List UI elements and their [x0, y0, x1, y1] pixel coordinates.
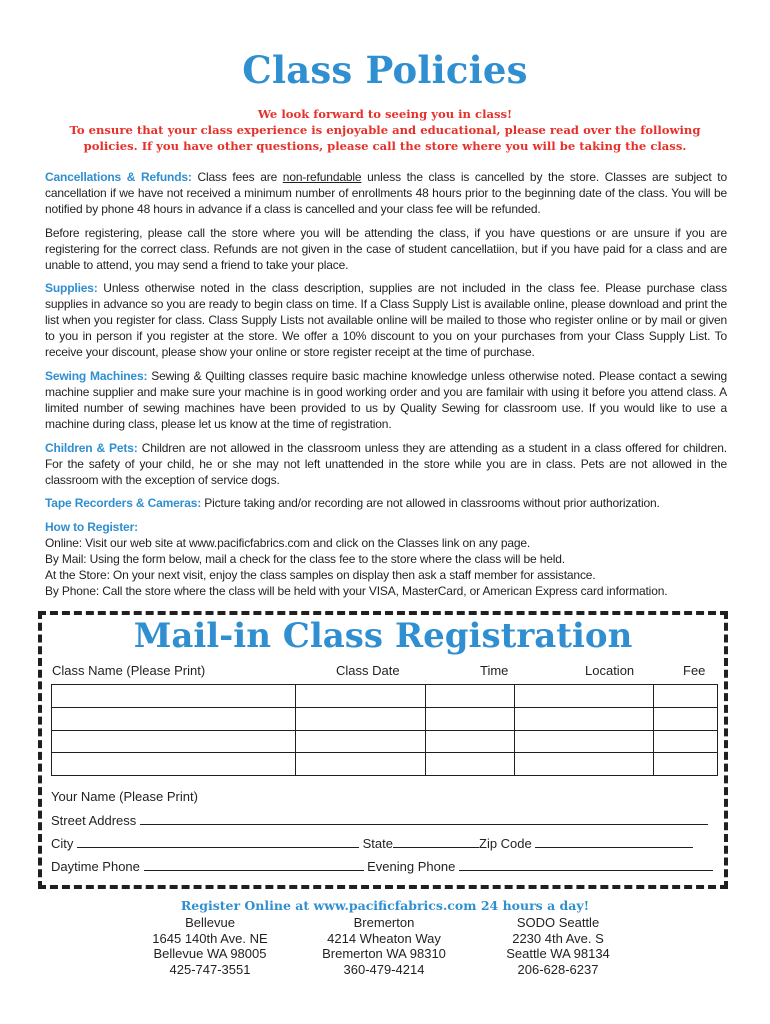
city-label: City	[51, 836, 74, 851]
non-refundable-text: non-refundable	[282, 170, 362, 184]
your-name-label: Your Name (Please Print)	[51, 789, 198, 804]
page-title: Class Policies	[242, 48, 528, 92]
store-phone: 206-628-6237	[517, 961, 599, 977]
store-phone: 360-479-4214	[343, 961, 425, 977]
store-name: Bremerton	[353, 915, 415, 930]
day-phone-label: Daytime Phone	[51, 859, 140, 874]
class-name-cell[interactable]	[52, 707, 296, 730]
class-date-cell[interactable]	[296, 707, 426, 730]
store-address: 4214 Wheaton Way	[327, 930, 441, 946]
zip-label: Zip Code	[479, 836, 532, 851]
state-label: State	[362, 836, 393, 851]
table-row	[52, 753, 718, 776]
store-phone: 425-747-3551	[169, 961, 251, 977]
class-name-cell[interactable]	[52, 685, 296, 708]
store-city: Seattle WA 98134	[506, 946, 610, 961]
store-address: 2230 4th Ave. S	[512, 930, 604, 946]
location-cell[interactable]	[515, 753, 654, 776]
time-cell[interactable]	[426, 730, 515, 753]
store-name: Bellevue	[185, 915, 235, 930]
fee-cell[interactable]	[654, 707, 718, 730]
sewing-machines-section	[45, 368, 727, 432]
street-label: Street Address	[51, 813, 137, 828]
column-time: Time	[480, 663, 509, 678]
how-to-register-section	[45, 519, 727, 599]
street-input-line[interactable]	[140, 812, 708, 825]
how-to-phone: By Phone: Call the store where the class will be held with your VISA, MasterCard, or American Express card information.	[45, 584, 668, 598]
column-class-date: Class Date	[336, 663, 400, 678]
supplies-text: Unless otherwise noted in the class description, supplies are not included in the class fee. Please purchase class supplies in advance so you are ready to begin class on time. If a Class Supply List is available online, please download and print the list when you register for class. Class Supply Lists not available online will be mailed to those who register online or by mail or given to you in person if you register at the store. We offer a 10% discount to you on your purchases from your Class Supply List. To receive your discount, please show your online or store register receipt at the time of purchase.	[45, 281, 727, 359]
evening-phone-label: Evening Phone	[367, 859, 456, 874]
intro-line-2: To ensure that your class experience is enjoyable and educational, please read over the following	[69, 123, 701, 137]
time-cell[interactable]	[426, 685, 515, 708]
tape-text: Picture taking and/or recording are not allowed in classrooms without prior authorization.	[201, 496, 660, 510]
children-text: Children are not allowed in the classroom unless they are attending as a student in a class offered for children. For the safety of your child, he or she may not left unattended in the store while you are in class. Pets are not allowed in the classroom with the exception of service dogs.	[45, 441, 727, 487]
class-date-cell[interactable]	[296, 730, 426, 753]
evening-phone-input-line[interactable]	[459, 858, 713, 871]
cancellations-text-b: unless the class is cancelled by the store. Classes are subject to cancellation if we have not received a minimum number of enrollments 48 hours prior to the beginning date of the class. You will be notified by phone 48 hours in advance if a class is cancelled and your class fee will be refunded.	[45, 170, 727, 216]
intro-text	[50, 106, 720, 154]
supplies-heading: Supplies:	[45, 281, 98, 295]
zip-input-line[interactable]	[535, 835, 693, 848]
how-to-heading: How to Register:	[45, 520, 138, 534]
fee-cell[interactable]	[654, 753, 718, 776]
store-name: SODO Seattle	[516, 915, 600, 930]
street-row	[51, 812, 718, 828]
cancellations-text-a: Class fees are	[191, 170, 283, 184]
store-bellevue	[120, 915, 300, 977]
sewing-text: Sewing & Quilting classes require basic machine knowledge unless otherwise noted. Please contact a sewing machine supplier and make sure your machine is in good working order and you are familair with using it before you attend class. A limited number of sewing machines have been provided to us by Quality Sewing for classroom use. If you would like to use a machine during class, please let us know at the time of registration.	[45, 369, 727, 431]
time-cell[interactable]	[426, 753, 515, 776]
time-cell[interactable]	[426, 707, 515, 730]
column-class-name: Class Name (Please Print)	[52, 663, 206, 678]
class-name-cell[interactable]	[52, 730, 296, 753]
fee-cell[interactable]	[654, 730, 718, 753]
how-to-online: Online: Visit our web site at www.pacificfabrics.com and click on the Classes link on any page.	[45, 536, 531, 550]
how-to-mail: By Mail: Using the form below, mail a check for the class fee to the store where the class will be held.	[45, 552, 565, 566]
store-sodo-seattle	[468, 915, 648, 977]
supplies-section	[45, 280, 727, 360]
state-input-line[interactable]	[393, 835, 479, 848]
store-city: Bellevue WA 98005	[153, 946, 267, 961]
location-cell[interactable]	[515, 707, 654, 730]
store-address: 1645 140th Ave. NE	[152, 930, 268, 946]
phone-row	[51, 858, 718, 874]
intro-line-1: We look forward to seeing you in class!	[257, 107, 513, 121]
your-name-row	[51, 789, 718, 804]
table-row	[52, 730, 718, 753]
store-bremerton	[294, 915, 474, 977]
table-row	[52, 707, 718, 730]
tape-recorders-section	[45, 495, 727, 511]
table-row	[52, 685, 718, 708]
fee-cell[interactable]	[654, 685, 718, 708]
store-city: Bremerton WA 98310	[322, 946, 446, 961]
register-online-banner: Register Online at www.pacificfabrics.com 24 hours a day!	[180, 898, 590, 913]
class-name-cell[interactable]	[52, 753, 296, 776]
day-phone-input-line[interactable]	[144, 858, 364, 871]
column-fee: Fee	[683, 663, 706, 678]
cancellations-heading: Cancellations & Refunds:	[45, 170, 192, 184]
city-state-zip-row	[51, 835, 718, 851]
class-date-cell[interactable]	[296, 685, 426, 708]
tape-heading: Tape Recorders & Cameras:	[45, 496, 202, 510]
cancellations-section	[45, 169, 727, 217]
children-heading: Children & Pets:	[45, 441, 138, 455]
before-registering-text: Before registering, please call the store where you will be attending the class, if you have questions or are unsure if you are registering for the correct class. Refunds are not given in the case of student cancellatiion, but if you have paid for a class and are unable to attend, you may send a friend to take your place.	[45, 226, 727, 272]
location-cell[interactable]	[515, 685, 654, 708]
how-to-store: At the Store: On your next visit, enjoy the class samples on display then ask a staff member for assistance.	[45, 568, 596, 582]
mail-in-title: Mail-in Class Registration	[133, 616, 633, 656]
children-pets-section	[45, 440, 727, 488]
sewing-heading: Sewing Machines:	[45, 369, 148, 383]
registration-table	[51, 684, 718, 776]
location-cell[interactable]	[515, 730, 654, 753]
intro-line-3: policies. If you have other questions, please call the store where you will be taking the class.	[83, 139, 687, 153]
column-location: Location	[585, 663, 635, 678]
city-input-line[interactable]	[77, 835, 359, 848]
class-date-cell[interactable]	[296, 753, 426, 776]
